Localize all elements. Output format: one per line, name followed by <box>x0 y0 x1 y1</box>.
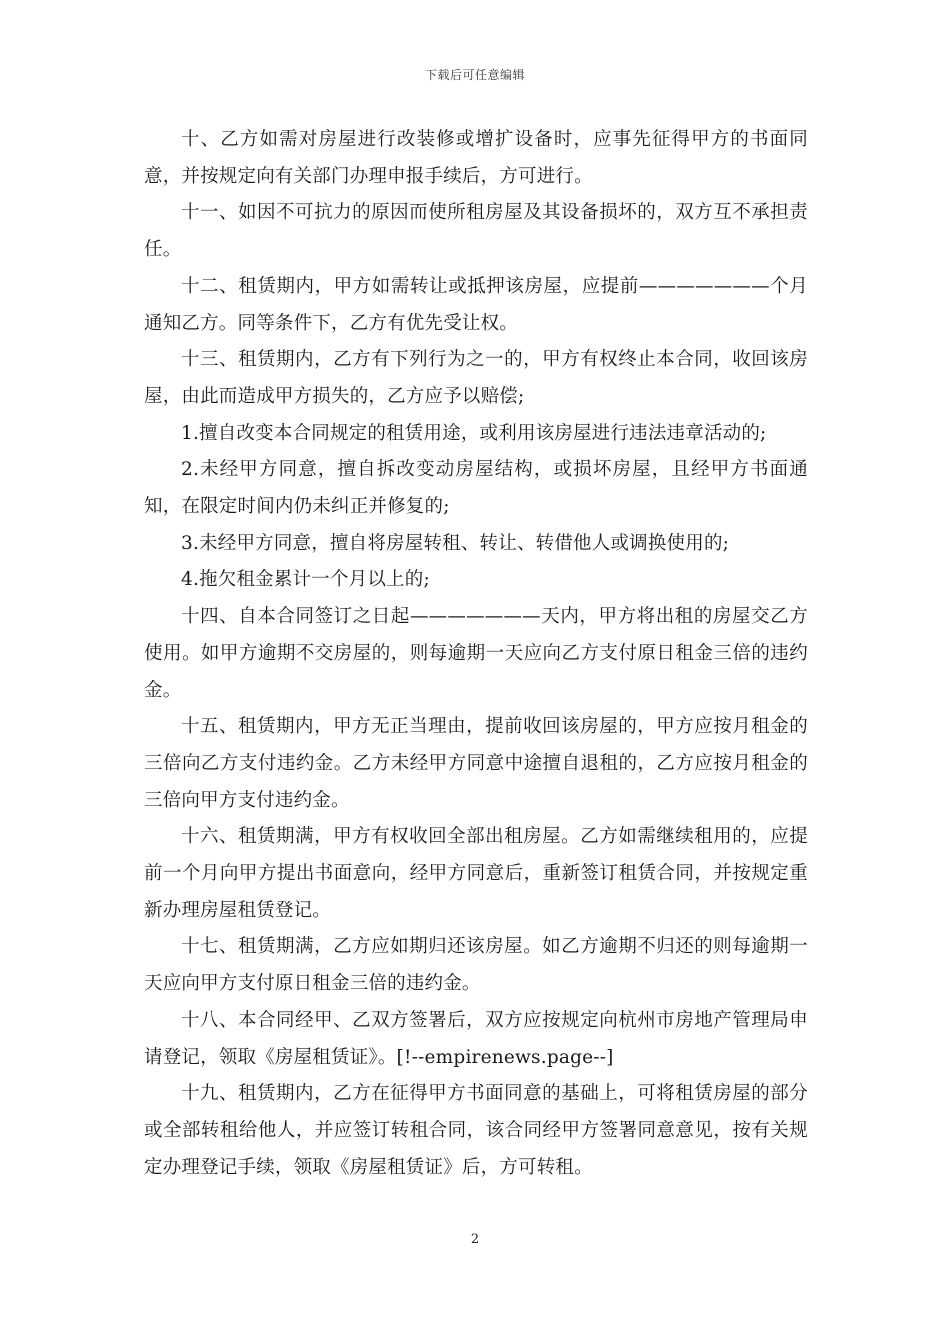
clause-13-item-1: 1.擅自改变本合同规定的租赁用途，或利用该房屋进行违法违章活动的; <box>181 422 767 444</box>
clause-14: 十四、自本合同签订之日起———————天内，甲方将出租的房屋交乙方使用。如甲方逾期不交房屋的，则每逾期一天应向乙方支付原日租金三倍的违约金。 <box>144 606 808 701</box>
clause-13: 十三、租赁期内，乙方有下列行为之一的，甲方有权终止本合同，收回该房屋，由此而造成甲方损失的，乙方应予以赔偿; <box>144 349 808 407</box>
clause-10: 十、乙方如需对房屋进行改装修或增扩设备时，应事先征得甲方的书面同意，并按规定向有关部门办理申报手续后，方可进行。 <box>144 129 808 187</box>
clause-18: 十八、本合同经甲、乙双方签署后，双方应按规定向杭州市房地产管理局申请登记，领取《房屋租赁证》。[!--empirenews.page--] <box>144 1009 808 1068</box>
page-number: 2 <box>470 1232 480 1247</box>
clause-13-item-3: 3.未经甲方同意，擅自将房屋转租、转让、转借他人或调换使用的; <box>181 532 730 554</box>
page-header: 下载后可任意编辑 <box>424 68 525 82</box>
clause-11: 十一、如因不可抗力的原因而使所租房屋及其设备损坏的，双方互不承担责任。 <box>144 202 808 261</box>
clause-19: 十九、租赁期内，乙方在征得甲方书面同意的基础上，可将租赁房屋的部分或全部转租给他人，并应签订转租合同，该合同经甲方签署同意意见，按有关规定办理登记手续，领取《房屋租赁证》后，方可转租。 <box>144 1083 808 1178</box>
clause-15: 十五、租赁期内，甲方无正当理由，提前收回该房屋的，甲方应按月租金的三倍向乙方支付违约金。乙方未经甲方同意中途擅自退租的，乙方应按月租金的三倍向甲方支付违约金。 <box>144 716 808 811</box>
clause-13-item-2: 2.未经甲方同意，擅自拆改变动房屋结构，或损坏房屋，且经甲方书面通知，在限定时间内仍未纠正并修复的; <box>144 459 808 518</box>
clause-16: 十六、租赁期满，甲方有权收回全部出租房屋。乙方如需继续租用的，应提前一个月向甲方提出书面意向，经甲方同意后，重新签订租赁合同，并按规定重新办理房屋租赁登记。 <box>144 826 808 921</box>
clause-17: 十七、租赁期满，乙方应如期归还该房屋。如乙方逾期不归还的则每逾期一天应向甲方支付原日租金三倍的违约金。 <box>144 936 808 995</box>
clause-13-item-4: 4.拖欠租金累计一个月以上的; <box>181 569 430 591</box>
document-body <box>144 122 808 1186</box>
clause-12: 十二、租赁期内，甲方如需转让或抵押该房屋，应提前———————个月通知乙方。同等条件下，乙方有优先受让权。 <box>144 275 808 334</box>
